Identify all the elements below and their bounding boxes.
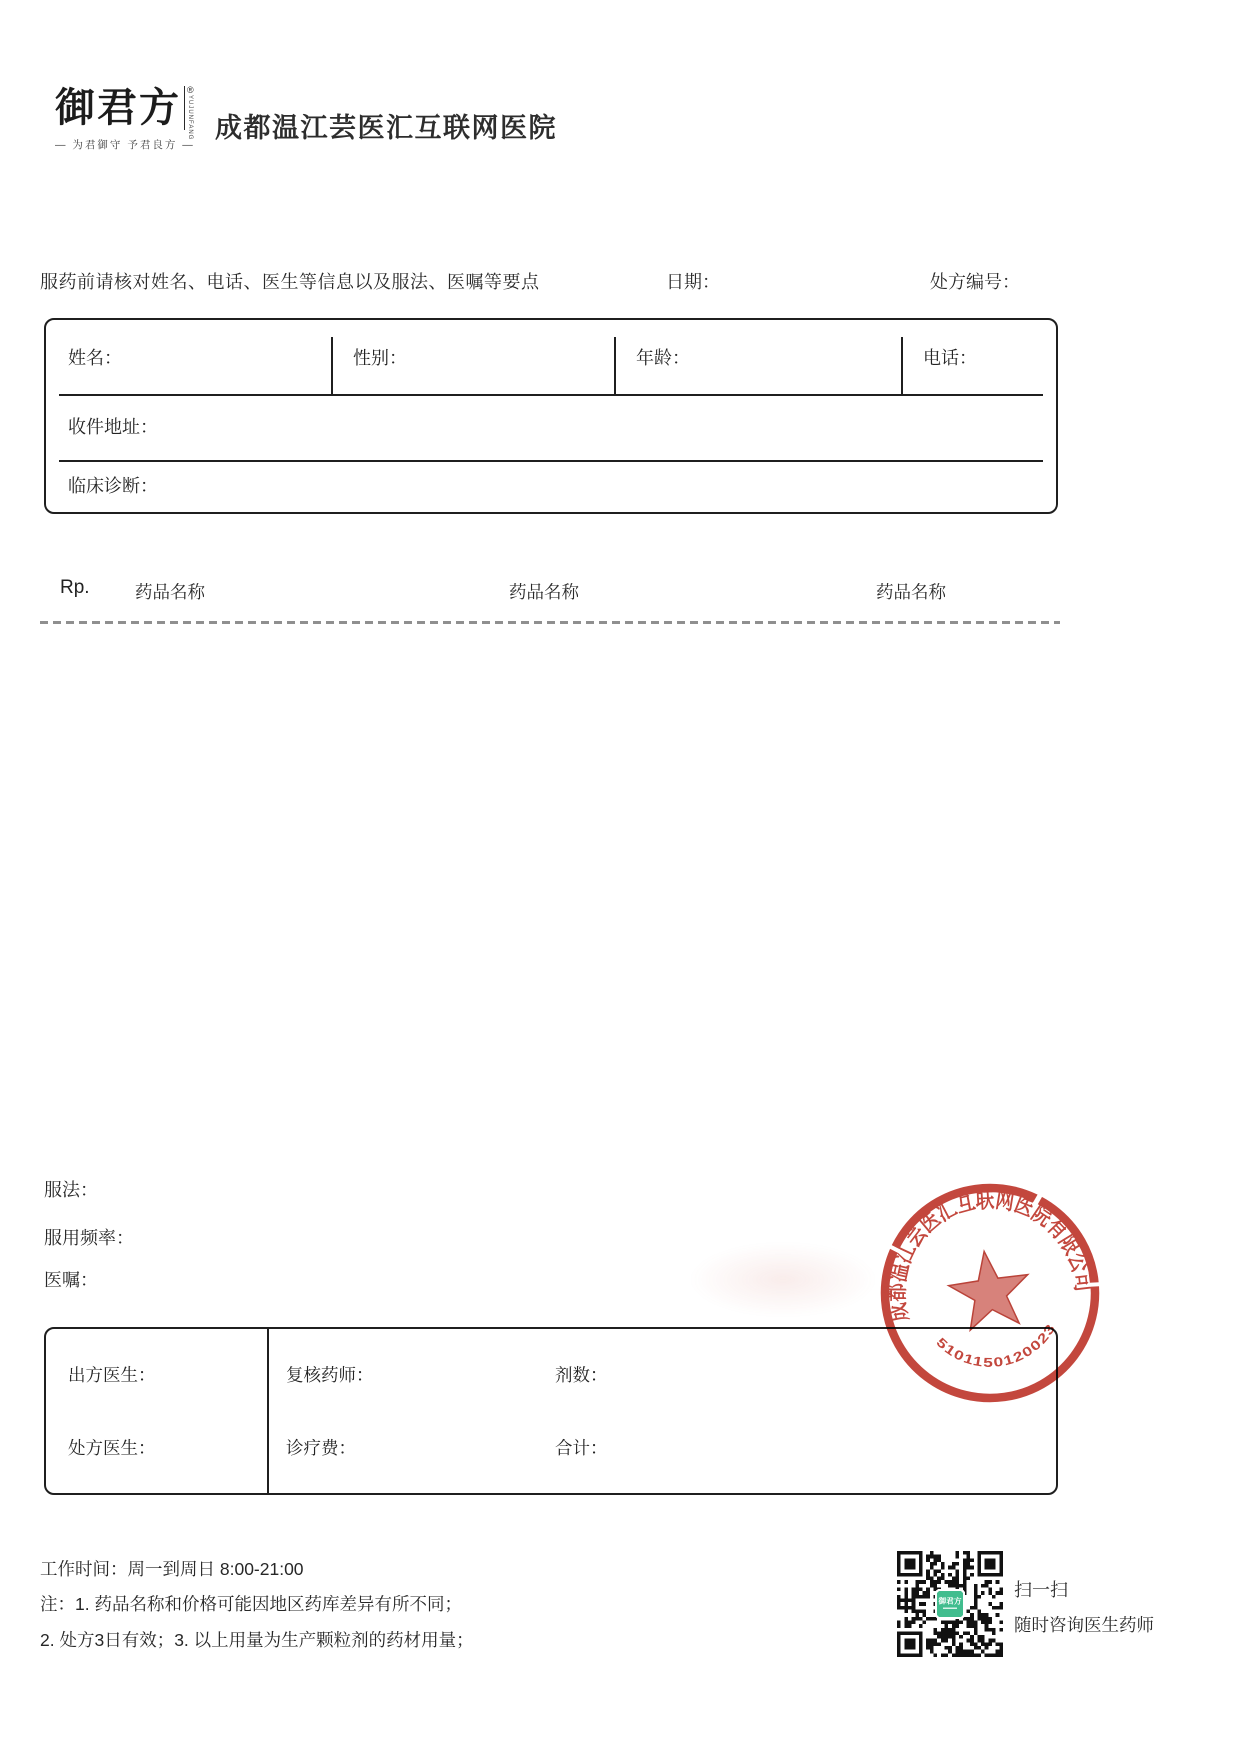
brand-logo-side [184, 85, 194, 141]
doctor-advice-label: 医嘱： [44, 1270, 98, 1290]
scan-hint: 扫一扫 [1014, 1580, 1068, 1600]
svg-text:御君方: 御君方 [938, 1596, 962, 1606]
consult-fee-label: 诊疗费： [286, 1438, 356, 1458]
qr-code-graphic [897, 1551, 1003, 1657]
delivery-address-label: 收件地址： [68, 417, 158, 437]
review-pharmacist-label: 复核药师： [286, 1365, 374, 1385]
patient-age-label: 年龄： [636, 348, 690, 368]
scan-subtext: 随时咨询医生药师 [1014, 1615, 1154, 1635]
clinical-diagnosis-label: 临床诊断： [68, 476, 158, 496]
hospital-seal-graphic [877, 1180, 1103, 1406]
brand-tagline: — 为君御守 予君良方 — [55, 139, 195, 151]
brand-logo-text: 御君方 [55, 85, 181, 130]
work-hours-text: 工作时间：周一到周日 8:00-21:00 [40, 1559, 304, 1579]
column-divider [331, 337, 333, 394]
patient-sex-label: 性别： [353, 348, 407, 368]
total-label: 合计： [555, 1438, 608, 1458]
seal-company-text: 成都温江芸医汇互联网医院有限公司 [880, 1184, 1100, 1325]
issue-doctor-label: 出方医生： [68, 1365, 156, 1385]
svg-text:5101150120023 [932, 1318, 1063, 1377]
column-divider [901, 337, 903, 394]
hospital-title: 成都温江芸医汇互联网医院 [215, 113, 557, 143]
patient-info-box [44, 318, 1058, 514]
row-divider [59, 460, 1043, 462]
patient-name-label: 姓名： [68, 348, 122, 368]
drug-name-column-header: 药品名称 [135, 582, 205, 602]
prescribe-doctor-label: 处方医生： [68, 1438, 156, 1458]
seal-serial-number: 5101150120023 [933, 1322, 1058, 1370]
seal-wear-mark [1090, 1282, 1102, 1287]
brand-vertical-text: YUJUNFANG [187, 95, 193, 141]
rp-label: Rp. [60, 577, 90, 598]
seal-ink-smudge [688, 1242, 878, 1317]
medication-check-reminder: 服药前请核对姓名、电话、医生等信息以及服法、医嘱等要点 [40, 272, 540, 292]
drug-name-column-header: 药品名称 [876, 582, 946, 602]
dose-count-label: 剂数： [555, 1365, 608, 1385]
usage-method-label: 服法： [44, 1180, 98, 1200]
usage-frequency-label: 服用频率： [44, 1228, 134, 1248]
seal-star-icon [945, 1246, 1035, 1332]
registered-trademark-mark: ® [187, 85, 194, 95]
notes-line-1: 注：1. 药品名称和价格可能因地区药库差异有所不同； [40, 1594, 462, 1614]
rx-dashed-divider [40, 621, 1060, 624]
brand-logo [55, 86, 205, 152]
wechat-qr-code [897, 1551, 1003, 1657]
drug-name-column-header: 药品名称 [509, 582, 579, 602]
hospital-seal [877, 1180, 1103, 1406]
column-divider [614, 337, 616, 394]
row-divider [59, 394, 1043, 396]
column-divider [267, 1329, 269, 1493]
date-label: 日期： [666, 272, 720, 292]
patient-phone-label: 电话： [923, 348, 977, 368]
prescription-number-label: 处方编号： [930, 272, 1020, 292]
notes-line-2: 2. 处方3日有效；3. 以上用量为生产颗粒剂的药材用量； [40, 1630, 474, 1650]
